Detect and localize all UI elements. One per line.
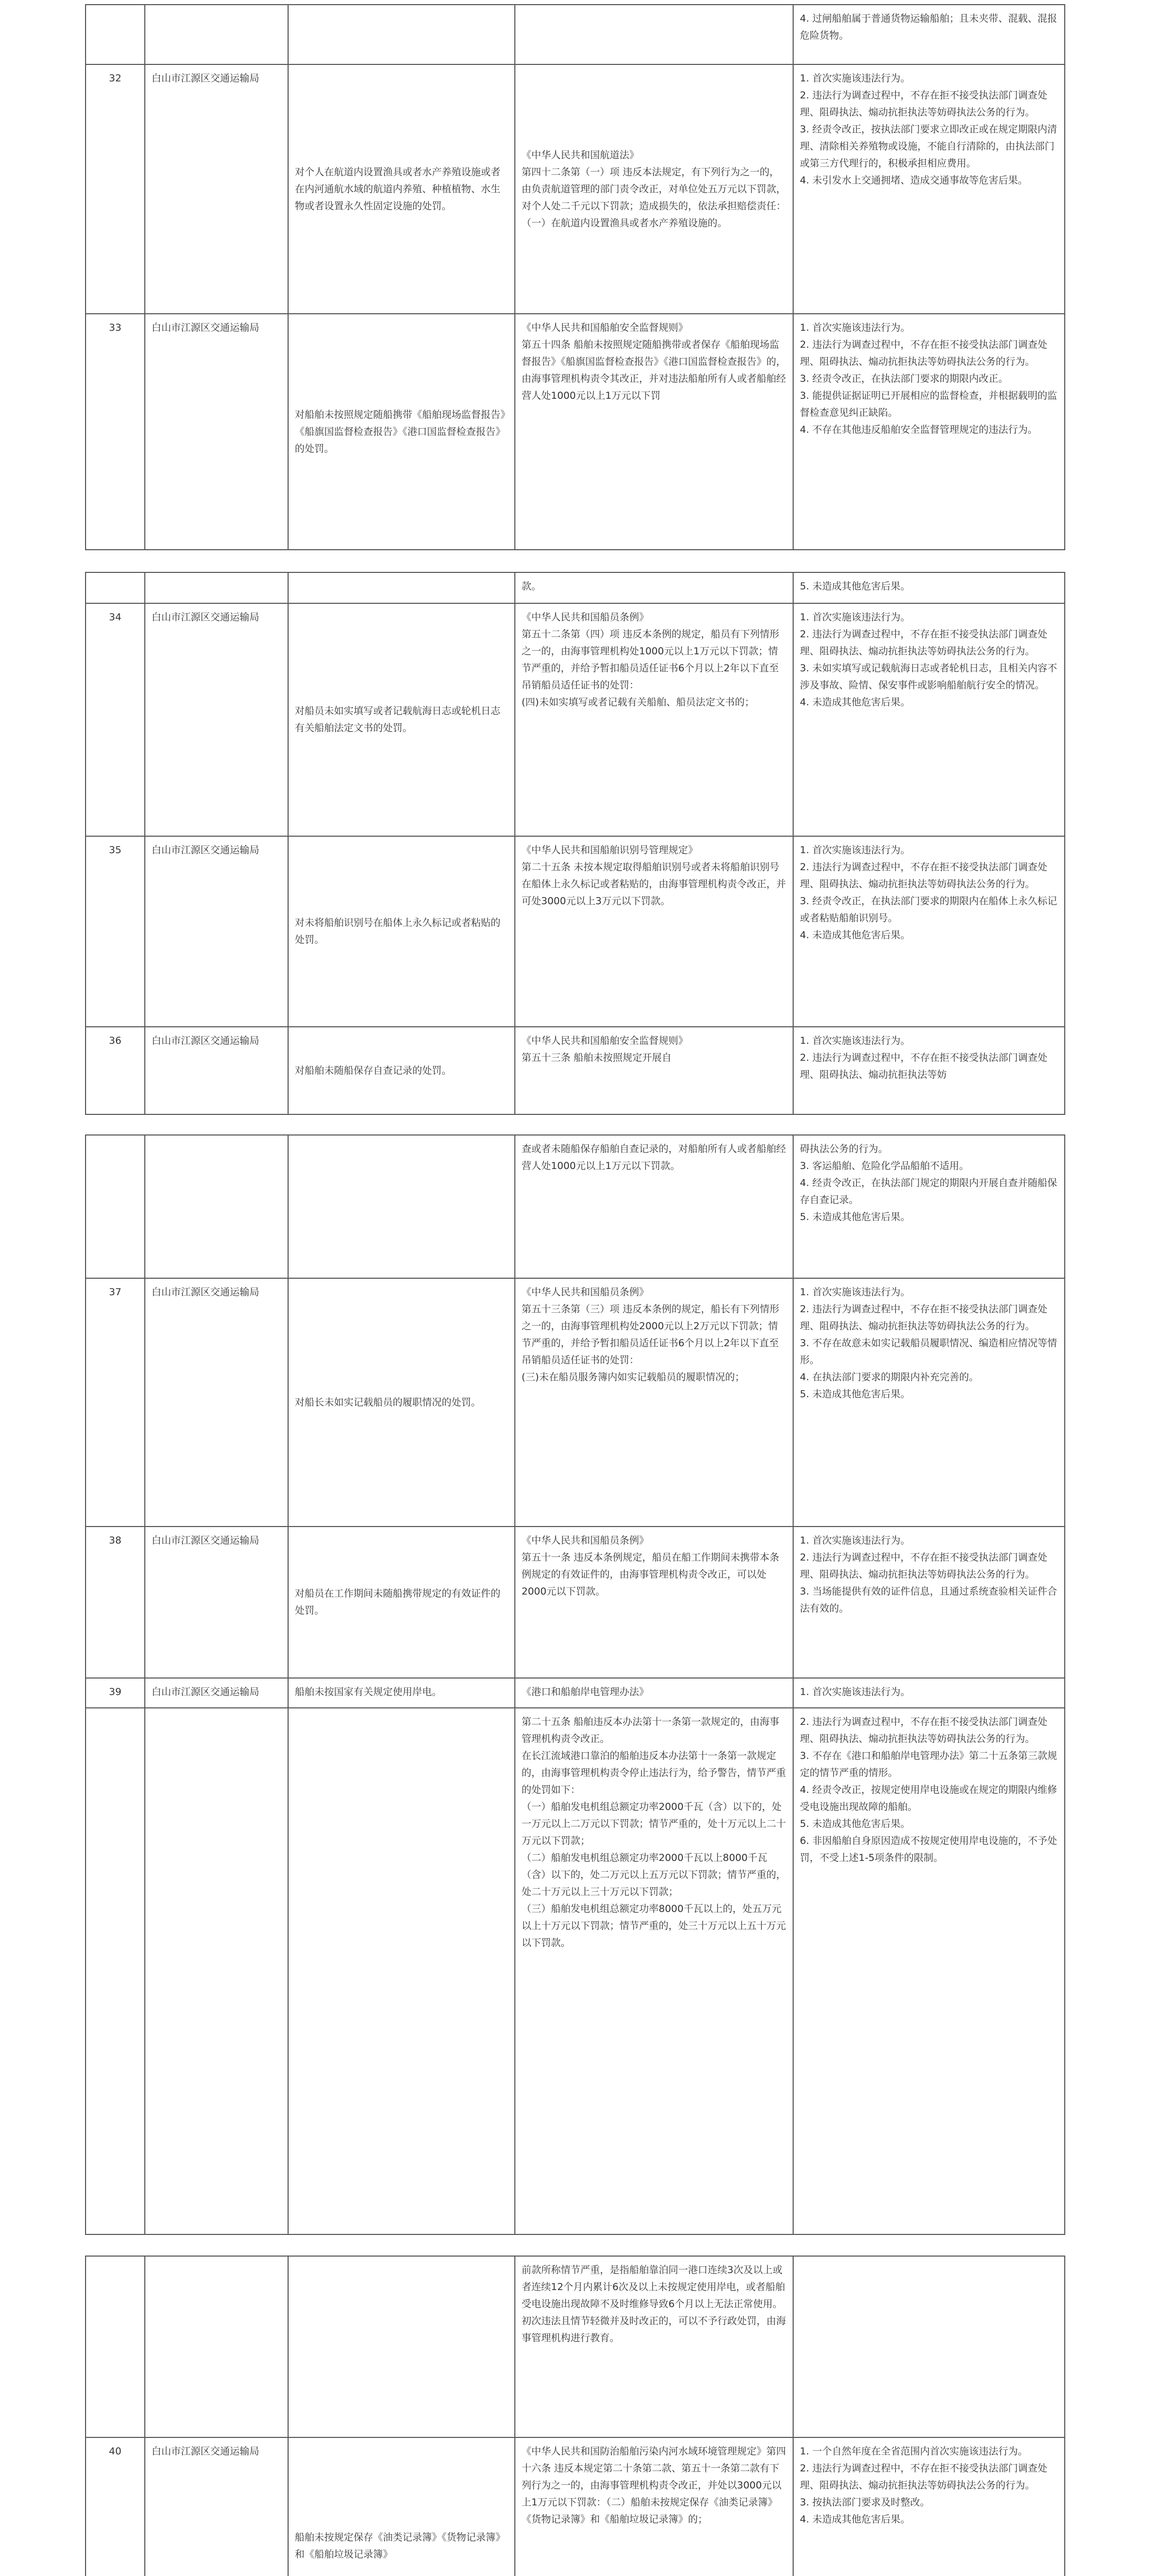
condition-line: 2. 违法行为调查过程中，不存在拒不接受执法部门调查处理、阻碍执法、煽动抗拒执法等妨碍执法公务的行为。: [800, 1552, 1048, 1580]
basis-cell: [515, 1678, 793, 1708]
condition-cell: [793, 1278, 1065, 1527]
basis-line: 第五十一条 违反本条例规定，船员在船工作期间未携带本条例规定的有效证件的，由海事管理机构责令改正，可以处2000元以下罚款。: [522, 1552, 780, 1597]
condition-line: 3. 经责令改正，按执法部门要求立即改正或在规定期限内清理、清除相关养殖物或设施，不能自行清除的，由执法部门或第三方代理行的，积极承担相应费用。: [800, 124, 1058, 169]
item-cell: [288, 1708, 515, 2234]
basis-cell: [515, 572, 793, 603]
condition-cell: [793, 1708, 1065, 2234]
basis-line: 第四十二条第（一）项 违反本法规定，有下列行为之一的，由负责航道管理的部门责令改正，对单位处五万元以下罚款，对个人处二千元以下罚款；造成损失的，依法承担赔偿责任：: [522, 166, 786, 212]
basis-cell: [515, 1027, 793, 1114]
condition-line: 4. 未引发水上交通拥堵、造成交通事故等危害后果。: [800, 175, 1028, 186]
table-row: [86, 64, 1065, 314]
department-cell: [145, 5, 288, 64]
department-cell: 白山市江源区交通运输局: [145, 2437, 288, 2576]
table-row: [86, 1027, 1065, 1114]
condition-line: 1. 首次实施该违法行为。: [800, 612, 911, 623]
basis-line: 《中华人民共和国防治船舶污染内河水域环境管理规定》第四十六条 违反本规定第二十条第二款、第五十一条第二款有下列行为之一的，由海事管理机构责令改正，并处以3000元以上1万元以下罚款：（二）船舶未按规定保存《油类记录簿》《货物记录簿》和《船舶垃圾记录簿》的；: [522, 2446, 786, 2525]
department-cell: 白山市江源区交通运输局: [145, 836, 288, 1027]
row-number: 35: [86, 836, 145, 1027]
condition-line: 5. 未造成其他危害后果。: [800, 581, 911, 592]
table-row: [86, 836, 1065, 1027]
table-row: [86, 314, 1065, 550]
basis-line: 在长江流域港口靠泊的船舶违反本办法第十一条第一款规定的，由海事管理机构责令停止违法行为，给予警告，情节严重的处罚如下：: [522, 1750, 786, 1795]
item-cell: 对船舶未随船保存自查记录的处罚。: [288, 1027, 515, 1114]
department-cell: [145, 1135, 288, 1278]
item-cell: 对个人在航道内设置渔具或者水产养殖设施或者在内河通航水域的航道内养殖、种植植物、水生物或者设置永久性固定设施的处罚。: [288, 64, 515, 314]
table-row: [86, 1678, 1065, 1708]
basis-cell: [515, 836, 793, 1027]
basis-line: 前款所称情节严重，是指船舶靠泊同一港口连续3次及以上或者连续12个月内累计6次及以上未按规定使用岸电，或者船舶受电设施出现故障不及时维修导致6个月以上无法正常使用。初次违法且情节轻微并及时改正的，可以不予行政处罚，由海事管理机构进行教育。: [522, 2264, 786, 2344]
basis-line: 第五十三条 船舶未按照规定开展自: [522, 1052, 672, 1063]
condition-line: 4. 过闸船舶属于普通货物运输船舶；且未夹带、混载、混报危险货物。: [800, 13, 1058, 41]
item-cell: 对船员未如实填写或者记载航海日志或轮机日志有关船舶法定文书的处罚。: [288, 603, 515, 836]
condition-line: 2. 违法行为调查过程中，不存在拒不接受执法部门调查处理、阻碍执法、煽动抗拒执法等妨碍执法公务的行为。: [800, 629, 1048, 657]
basis-cell: [515, 2256, 793, 2437]
department-cell: [145, 1708, 288, 2234]
condition-cell: [793, 2437, 1065, 2576]
condition-line: 1. 首次实施该违法行为。: [800, 1686, 911, 1698]
condition-line: 1. 首次实施该违法行为。: [800, 322, 911, 333]
item-cell: 对未将船舶识别号在船体上永久标记或者粘贴的处罚。: [288, 836, 515, 1027]
row-number: 38: [86, 1527, 145, 1678]
condition-line: 1. 一个自然年度在全省范围内首次实施该违法行为。: [800, 2446, 1028, 2457]
item-cell: 对船舶未按照规定随船携带《船舶现场监督报告》《船旗国监督检查报告》《港口国监督检查报告》的处罚。: [288, 314, 515, 550]
basis-line: (四)未如实填写或者记载有关船舶、船员法定文书的；: [522, 697, 754, 708]
condition-line: 2. 违法行为调查过程中，不存在拒不接受执法部门调查处理、阻碍执法、煽动抗拒执法等妨碍执法公务的行为。: [800, 1303, 1048, 1332]
row-number: [86, 572, 145, 603]
basis-line: （一）在航道内设置渔具或者水产养殖设施的。: [522, 217, 728, 229]
basis-line: （三）船舶发电机组总额定功率8000千瓦以上的，处五万元以上十万元以下罚款；情节严重的，处三十万元以上五十万元以下罚款。: [522, 1903, 786, 1948]
condition-line: 3. 客运船舶、危险化学品船舶不适用。: [800, 1160, 969, 1172]
basis-line: 第五十四条 船舶未按照规定随船携带或者保存《船舶现场监督报告》《船旗国监督检查报告》《港口国监督检查报告》的，由海事管理机构责令其改正，并对违法船舶所有人或者船舶经营人处1000元以上1万元以下罚: [522, 339, 786, 401]
basis-line: 《中华人民共和国航道法》: [522, 149, 640, 161]
item-cell: [288, 572, 515, 603]
condition-line: 5. 未造成其他危害后果。: [800, 1388, 911, 1400]
department-cell: 白山市江源区交通运输局: [145, 314, 288, 550]
row-number: [86, 1708, 145, 2234]
condition-cell: [793, 1027, 1065, 1114]
condition-line: 6. 非因船舶自身原因造成不按规定使用岸电设施的，不予处罚，不受上述1-5项条件的限制。: [800, 1835, 1058, 1863]
basis-line: 《中华人民共和国船员条例》: [522, 612, 649, 623]
basis-cell: [515, 1527, 793, 1678]
condition-line: 1. 首次实施该违法行为。: [800, 73, 911, 84]
basis-line: （二）船舶发电机组总额定功率2000千瓦以上8000千瓦（含）以下的，处二万元以上五万元以下罚款；情节严重的，处二十万元以上三十万元以下罚款；: [522, 1852, 786, 1897]
basis-line: 《中华人民共和国船员条例》: [522, 1286, 649, 1298]
item-cell: 对船员在工作期间未随船携带规定的有效证件的处罚。: [288, 1527, 515, 1678]
department-cell: 白山市江源区交通运输局: [145, 1678, 288, 1708]
basis-line: 《中华人民共和国船舶安全监督规则》: [522, 1035, 689, 1046]
row-number: 36: [86, 1027, 145, 1114]
condition-line: 4. 经责令改正，按规定使用岸电设施或在规定的期限内维修受电设施出现故障的船舶。: [800, 1784, 1058, 1812]
condition-line: 4. 未造成其他危害后果。: [800, 2514, 911, 2525]
condition-line: 2. 违法行为调查过程中，不存在拒不接受执法部门调查处理、阻碍执法、煽动抗拒执法等妨碍执法公务的行为。: [800, 861, 1048, 890]
condition-line: 4. 未造成其他危害后果。: [800, 929, 911, 941]
department-cell: 白山市江源区交通运输局: [145, 603, 288, 836]
item-cell: [288, 1135, 515, 1278]
condition-line: 3. 未如实填写或记载航海日志或者轮机日志，且相关内容不涉及事故、险情、保安事件或影响船舶航行安全的情况。: [800, 663, 1058, 691]
condition-line: 1. 首次实施该违法行为。: [800, 844, 911, 856]
table-row: [86, 1708, 1065, 2234]
table-row: [86, 2256, 1065, 2437]
basis-cell: [515, 5, 793, 64]
basis-cell: [515, 64, 793, 314]
condition-line: 1. 首次实施该违法行为。: [800, 1286, 911, 1298]
basis-cell: [515, 314, 793, 550]
item-cell: 船舶未按规定保存《油类记录簿》《货物记录簿》和《船舶垃圾记录簿》: [288, 2437, 515, 2576]
department-cell: 白山市江源区交通运输局: [145, 1527, 288, 1678]
condition-cell: [793, 1135, 1065, 1278]
row-number: 37: [86, 1278, 145, 1527]
condition-cell: [793, 314, 1065, 550]
basis-line: 第五十二条第（四）项 违反本条例的规定，船员有下列情形之一的，由海事管理机构处1000元以上1万元以下罚款；情节严重的，并给予暂扣船员适任证书6个月以上2年以下直至吊销船员适任证书的处罚：: [522, 629, 780, 691]
condition-line: 1. 首次实施该违法行为。: [800, 1535, 911, 1546]
condition-line: 2. 违法行为调查过程中，不存在拒不接受执法部门调查处理、阻碍执法、煽动抗拒执法等妨: [800, 1052, 1048, 1080]
condition-line: 2. 违法行为调查过程中，不存在拒不接受执法部门调查处理、阻碍执法、煽动抗拒执法等妨碍执法公务的行为。: [800, 2463, 1048, 2491]
basis-line: 第五十三条第（三）项 违反本条例的规定，船长有下列情形之一的，由海事管理机构处2000元以上2万元以下罚款；情节严重的，并给予暂扣船员适任证书6个月以上2年以下直至吊销船员适任证书的处罚：: [522, 1303, 780, 1366]
basis-cell: [515, 2437, 793, 2576]
basis-line: 查或者未随船保存船舶自查记录的，对船舶所有人或者船舶经营人处1000元以上1万元以下罚款。: [522, 1143, 786, 1172]
condition-line: 3. 经责令改正，在执法部门要求的期限内在船体上永久标记或者粘贴船舶识别号。: [800, 895, 1058, 924]
table-block-3: [85, 1134, 1065, 2235]
department-cell: 白山市江源区交通运输局: [145, 1027, 288, 1114]
table-block-4: [85, 2256, 1065, 2576]
condition-line: 3. 经责令改正，在执法部门要求的期限内改正。: [800, 373, 1009, 384]
condition-cell: [793, 836, 1065, 1027]
row-number: [86, 5, 145, 64]
basis-cell: [515, 1135, 793, 1278]
condition-line: 3. 按执法部门要求及时整改。: [800, 2497, 930, 2508]
basis-line: (三)未在船员服务簿内如实记载船员的履职情况的；: [522, 1371, 745, 1383]
row-number: [86, 2256, 145, 2437]
condition-line: 3. 不存在《港口和船舶岸电管理办法》第二十五条第三款规定的情节严重的情形。: [800, 1750, 1058, 1778]
condition-line: 5. 未造成其他危害后果。: [800, 1211, 911, 1223]
item-cell: [288, 2256, 515, 2437]
department-cell: [145, 2256, 288, 2437]
item-cell: [288, 5, 515, 64]
condition-line: 4. 经责令改正，在执法部门规定的期限内开展自查并随船保存自查记录。: [800, 1177, 1058, 1206]
basis-line: 《中华人民共和国船舶安全监督规则》: [522, 322, 689, 333]
condition-line: 3. 不存在故意未如实记载船员履职情况、编造相应情况等情形。: [800, 1337, 1058, 1366]
table-row: [86, 1527, 1065, 1678]
row-number: 32: [86, 64, 145, 314]
condition-cell: [793, 1678, 1065, 1708]
row-number: [86, 1135, 145, 1278]
condition-line: 碍执法公务的行为。: [800, 1143, 888, 1155]
condition-line: 3. 当场能提供有效的证件信息，且通过系统查验相关证件合法有效的。: [800, 1586, 1058, 1614]
table-row: [86, 5, 1065, 64]
condition-cell: [793, 5, 1065, 64]
table-block-2: [85, 572, 1065, 1115]
condition-line: 4. 在执法部门要求的期限内补充完善的。: [800, 1371, 979, 1383]
item-cell: 对船长未如实记载船员的履职情况的处罚。: [288, 1278, 515, 1527]
condition-line: 1. 首次实施该违法行为。: [800, 1035, 911, 1046]
condition-cell: [793, 1527, 1065, 1678]
department-cell: 白山市江源区交通运输局: [145, 64, 288, 314]
basis-line: 《港口和船舶岸电管理办法》: [522, 1686, 649, 1698]
row-number: 39: [86, 1678, 145, 1708]
department-cell: 白山市江源区交通运输局: [145, 1278, 288, 1527]
condition-cell: [793, 603, 1065, 836]
table-row: [86, 1278, 1065, 1527]
basis-line: 《中华人民共和国船舶识别号管理规定》: [522, 844, 698, 856]
table-row: [86, 1135, 1065, 1278]
basis-line: 《中华人民共和国船员条例》: [522, 1535, 649, 1546]
condition-line: 4. 不存在其他违反船舶安全监督管理规定的违法行为。: [800, 424, 1038, 435]
row-number: 40: [86, 2437, 145, 2576]
condition-line: 2. 违法行为调查过程中，不存在拒不接受执法部门调查处理、阻碍执法、煽动抗拒执法等妨碍执法公务的行为。: [800, 90, 1048, 118]
condition-line: 2. 违法行为调查过程中，不存在拒不接受执法部门调查处理、阻碍执法、煽动抗拒执法等妨碍执法公务的行为。: [800, 1716, 1048, 1744]
row-number: 34: [86, 603, 145, 836]
basis-line: 款。: [522, 581, 542, 592]
basis-line: （一）船舶发电机组总额定功率2000千瓦（含）以下的，处一万元以上二万元以下罚款；情节严重的，处十万元以上二十万元以下罚款；: [522, 1801, 786, 1846]
item-cell: 船舶未按国家有关规定使用岸电。: [288, 1678, 515, 1708]
basis-line: 第二十五条 未按本规定取得船舶识别号或者未将船舶识别号在船体上永久标记或者粘贴的，由海事管理机构责令改正，并可处3000元以上3万元以下罚款。: [522, 861, 786, 907]
basis-line: 第二十五条 船舶违反本办法第十一条第一款规定的，由海事管理机构责令改正。: [522, 1716, 780, 1744]
condition-line: 2. 违法行为调查过程中，不存在拒不接受执法部门调查处理、阻碍执法、煽动抗拒执法等妨碍执法公务的行为。: [800, 339, 1048, 367]
basis-cell: [515, 1708, 793, 2234]
basis-cell: [515, 1278, 793, 1527]
condition-line: 4. 未造成其他危害后果。: [800, 697, 911, 708]
condition-cell: [793, 572, 1065, 603]
condition-cell: [793, 64, 1065, 314]
condition-line: 5. 未造成其他危害后果。: [800, 1818, 911, 1829]
condition-cell: [793, 2256, 1065, 2437]
department-cell: [145, 572, 288, 603]
table-block-1: [85, 4, 1065, 550]
basis-cell: [515, 603, 793, 836]
table-row: [86, 572, 1065, 603]
table-row: [86, 2437, 1065, 2576]
condition-line: 3. 能提供证据证明已开展相应的监督检查，并根据载明的监督检查意见纠正缺陷。: [800, 390, 1058, 418]
row-number: 33: [86, 314, 145, 550]
table-row: [86, 603, 1065, 836]
